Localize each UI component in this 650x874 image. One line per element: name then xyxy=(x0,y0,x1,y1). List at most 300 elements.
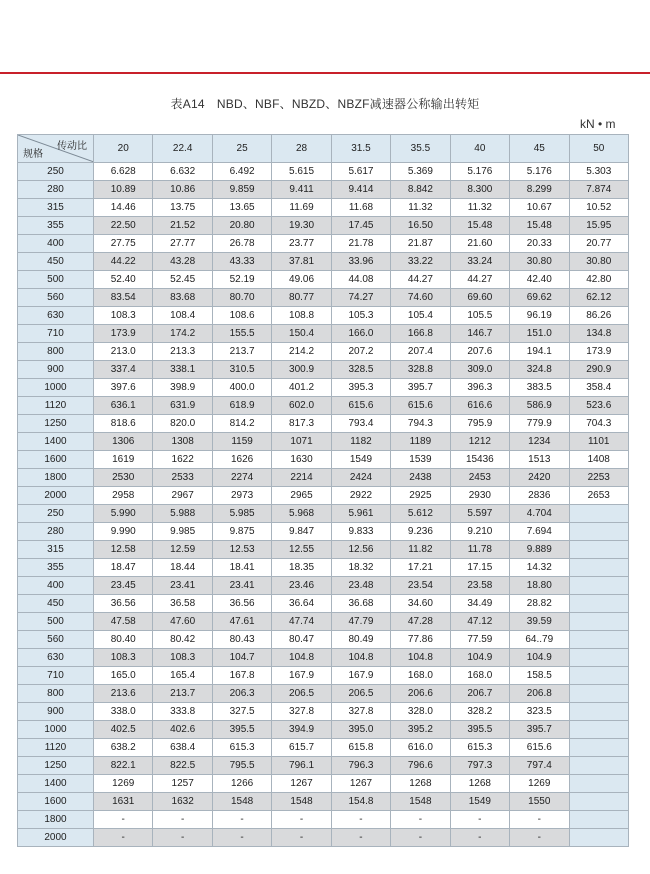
torque-value-cell: 104.9 xyxy=(510,649,569,667)
torque-value-cell: 42.80 xyxy=(569,271,629,289)
torque-value-cell: 43.33 xyxy=(212,253,271,271)
table-row xyxy=(18,163,629,181)
table-row xyxy=(18,775,629,793)
torque-value-cell: 11.32 xyxy=(391,199,450,217)
torque-value-cell: 30.80 xyxy=(569,253,629,271)
torque-value-cell: 5.176 xyxy=(450,163,509,181)
size-cell: 250 xyxy=(18,163,94,181)
torque-value-cell: 2836 xyxy=(510,487,569,505)
torque-value-cell: 213.7 xyxy=(212,343,271,361)
size-cell: 1800 xyxy=(18,469,94,487)
torque-value-cell: 401.2 xyxy=(272,379,331,397)
torque-value-cell: 21.87 xyxy=(391,235,450,253)
torque-value-cell: 10.86 xyxy=(153,181,212,199)
torque-value-cell: 818.6 xyxy=(94,415,153,433)
torque-value-cell: 795.5 xyxy=(212,757,271,775)
torque-value-cell xyxy=(569,703,629,721)
torque-value-cell: 395.3 xyxy=(331,379,390,397)
torque-value-cell: 1159 xyxy=(212,433,271,451)
size-cell: 900 xyxy=(18,361,94,379)
torque-value-cell: 1549 xyxy=(331,451,390,469)
torque-value-cell: 616.0 xyxy=(391,739,450,757)
table-row xyxy=(18,217,629,235)
torque-value-cell: 395.5 xyxy=(212,721,271,739)
torque-value-cell: 333.8 xyxy=(153,703,212,721)
torque-value-cell: 21.52 xyxy=(153,217,212,235)
table-row xyxy=(18,397,629,415)
torque-value-cell: 8.300 xyxy=(450,181,509,199)
size-cell: 1600 xyxy=(18,793,94,811)
torque-value-cell: 49.06 xyxy=(272,271,331,289)
torque-value-cell xyxy=(569,595,629,613)
torque-value-cell: 1267 xyxy=(272,775,331,793)
torque-value-cell: 337.4 xyxy=(94,361,153,379)
torque-value-cell xyxy=(569,757,629,775)
torque-value-cell: 795.9 xyxy=(450,415,509,433)
torque-value-cell: 207.6 xyxy=(450,343,509,361)
torque-value-cell: 1071 xyxy=(272,433,331,451)
torque-value-cell: 9.411 xyxy=(272,181,331,199)
torque-value-cell: 64..79 xyxy=(510,631,569,649)
torque-table xyxy=(17,134,629,847)
ratio-header: 40 xyxy=(450,135,509,163)
torque-value-cell: 400.0 xyxy=(212,379,271,397)
torque-value-cell: 213.0 xyxy=(94,343,153,361)
torque-value-cell: - xyxy=(272,811,331,829)
torque-value-cell: 21.78 xyxy=(331,235,390,253)
table-row xyxy=(18,541,629,559)
table-row xyxy=(18,469,629,487)
torque-value-cell: - xyxy=(94,811,153,829)
torque-value-cell: 358.4 xyxy=(569,379,629,397)
torque-value-cell: 1269 xyxy=(510,775,569,793)
torque-value-cell: 206.5 xyxy=(331,685,390,703)
torque-value-cell: 300.9 xyxy=(272,361,331,379)
torque-value-cell: 817.3 xyxy=(272,415,331,433)
torque-value-cell: 47.12 xyxy=(450,613,509,631)
torque-value-cell: 19.30 xyxy=(272,217,331,235)
torque-value-cell: 324.8 xyxy=(510,361,569,379)
torque-value-cell: 1182 xyxy=(331,433,390,451)
ratio-header: 28 xyxy=(272,135,331,163)
torque-value-cell: 615.7 xyxy=(272,739,331,757)
torque-value-cell: 523.6 xyxy=(569,397,629,415)
torque-value-cell: 17.15 xyxy=(450,559,509,577)
torque-value-cell: 5.617 xyxy=(331,163,390,181)
torque-value-cell: 1408 xyxy=(569,451,629,469)
torque-value-cell: 5.369 xyxy=(391,163,450,181)
table-row xyxy=(18,793,629,811)
torque-value-cell: - xyxy=(450,829,509,847)
unit-label: kN • m xyxy=(580,117,616,131)
torque-value-cell: 793.4 xyxy=(331,415,390,433)
torque-value-cell: 631.9 xyxy=(153,397,212,415)
torque-value-cell: 2274 xyxy=(212,469,271,487)
torque-value-cell: 5.968 xyxy=(272,505,331,523)
torque-value-cell: 327.5 xyxy=(212,703,271,721)
torque-value-cell: 36.56 xyxy=(212,595,271,613)
torque-value-cell: 395.2 xyxy=(391,721,450,739)
table-title: 表A14 NBD、NBF、NBZD、NBZF减速器公称输出转矩 xyxy=(170,97,480,111)
torque-value-cell xyxy=(569,667,629,685)
torque-value-cell: 615.6 xyxy=(331,397,390,415)
table-row xyxy=(18,739,629,757)
torque-value-cell: - xyxy=(450,811,509,829)
torque-value-cell: 206.7 xyxy=(450,685,509,703)
torque-value-cell: - xyxy=(331,829,390,847)
torque-value-cell: 18.41 xyxy=(212,559,271,577)
torque-value-cell: 104.9 xyxy=(450,649,509,667)
torque-value-cell: 2967 xyxy=(153,487,212,505)
size-cell: 1800 xyxy=(18,811,94,829)
torque-value-cell: 2653 xyxy=(569,487,629,505)
torque-value-cell: 636.1 xyxy=(94,397,153,415)
torque-value-cell: 108.3 xyxy=(94,307,153,325)
torque-value-cell: 8.842 xyxy=(391,181,450,199)
torque-value-cell: 2530 xyxy=(94,469,153,487)
torque-value-cell: - xyxy=(510,829,569,847)
torque-value-cell: 158.5 xyxy=(510,667,569,685)
torque-value-cell: 327.8 xyxy=(331,703,390,721)
size-cell: 900 xyxy=(18,703,94,721)
torque-value-cell: 1101 xyxy=(569,433,629,451)
torque-value-cell: 397.6 xyxy=(94,379,153,397)
torque-value-cell: 105.5 xyxy=(450,307,509,325)
torque-value-cell: 615.6 xyxy=(391,397,450,415)
torque-value-cell: 213.7 xyxy=(153,685,212,703)
torque-value-cell: 146.7 xyxy=(450,325,509,343)
size-cell: 1250 xyxy=(18,415,94,433)
torque-value-cell: 1513 xyxy=(510,451,569,469)
torque-value-cell: 5.597 xyxy=(450,505,509,523)
torque-value-cell: 2453 xyxy=(450,469,509,487)
torque-value-cell: 2253 xyxy=(569,469,629,487)
torque-value-cell: 7.874 xyxy=(569,181,629,199)
torque-value-cell: 615.3 xyxy=(212,739,271,757)
torque-value-cell: 338.0 xyxy=(94,703,153,721)
size-cell: 2000 xyxy=(18,487,94,505)
torque-value-cell: 80.43 xyxy=(212,631,271,649)
torque-value-cell: 34.49 xyxy=(450,595,509,613)
torque-value-cell: 74.60 xyxy=(391,289,450,307)
torque-value-cell: 10.52 xyxy=(569,199,629,217)
torque-value-cell: 44.27 xyxy=(450,271,509,289)
torque-value-cell: 820.0 xyxy=(153,415,212,433)
torque-value-cell: 28.82 xyxy=(510,595,569,613)
torque-value-cell: 5.961 xyxy=(331,505,390,523)
size-cell: 500 xyxy=(18,613,94,631)
torque-value-cell: 18.32 xyxy=(331,559,390,577)
size-cell: 2000 xyxy=(18,829,94,847)
ratio-header: 20 xyxy=(94,135,153,163)
torque-value-cell: 638.2 xyxy=(94,739,153,757)
size-cell: 280 xyxy=(18,181,94,199)
torque-value-cell: 23.41 xyxy=(212,577,271,595)
torque-value-cell: 134.8 xyxy=(569,325,629,343)
torque-value-cell: 83.54 xyxy=(94,289,153,307)
torque-value-cell: 1189 xyxy=(391,433,450,451)
torque-value-cell: 166.0 xyxy=(331,325,390,343)
size-cell: 1120 xyxy=(18,397,94,415)
torque-value-cell: 77.86 xyxy=(391,631,450,649)
torque-value-cell: 20.33 xyxy=(510,235,569,253)
table-row xyxy=(18,703,629,721)
table-row xyxy=(18,199,629,217)
size-cell: 500 xyxy=(18,271,94,289)
torque-value-cell: 36.68 xyxy=(331,595,390,613)
torque-value-cell: 1631 xyxy=(94,793,153,811)
torque-value-cell: 44.08 xyxy=(331,271,390,289)
torque-value-cell: 30.80 xyxy=(510,253,569,271)
torque-value-cell: 74.27 xyxy=(331,289,390,307)
torque-value-cell: 1548 xyxy=(212,793,271,811)
torque-value-cell: 779.9 xyxy=(510,415,569,433)
torque-value-cell: 206.8 xyxy=(510,685,569,703)
torque-value-cell: 108.4 xyxy=(153,307,212,325)
torque-value-cell: 108.8 xyxy=(272,307,331,325)
torque-value-cell: 27.75 xyxy=(94,235,153,253)
torque-value-cell: 104.8 xyxy=(391,649,450,667)
ratio-header: 50 xyxy=(569,135,629,163)
table-row xyxy=(18,829,629,847)
torque-value-cell: 1539 xyxy=(391,451,450,469)
torque-value-cell: 9.236 xyxy=(391,523,450,541)
torque-value-cell: 168.0 xyxy=(450,667,509,685)
torque-value-cell: 20.77 xyxy=(569,235,629,253)
torque-value-cell: 173.9 xyxy=(94,325,153,343)
torque-value-cell: 9.833 xyxy=(331,523,390,541)
torque-value-cell: 77.59 xyxy=(450,631,509,649)
torque-value-cell: 395.7 xyxy=(391,379,450,397)
torque-value-cell: 15436 xyxy=(450,451,509,469)
torque-value-cell: 20.80 xyxy=(212,217,271,235)
torque-value-cell: 12.55 xyxy=(272,541,331,559)
torque-value-cell: 17.21 xyxy=(391,559,450,577)
torque-value-cell: 1630 xyxy=(272,451,331,469)
torque-value-cell: 52.40 xyxy=(94,271,153,289)
size-cell: 400 xyxy=(18,235,94,253)
torque-value-cell: 80.77 xyxy=(272,289,331,307)
ratio-header: 31.5 xyxy=(331,135,390,163)
torque-value-cell: 5.615 xyxy=(272,163,331,181)
torque-value-cell: 6.632 xyxy=(153,163,212,181)
torque-value-cell: 11.32 xyxy=(450,199,509,217)
torque-value-cell: 794.3 xyxy=(391,415,450,433)
header-row xyxy=(18,135,629,163)
table-row xyxy=(18,667,629,685)
torque-value-cell xyxy=(569,775,629,793)
torque-value-cell: 12.58 xyxy=(94,541,153,559)
torque-value-cell: 12.53 xyxy=(212,541,271,559)
torque-value-cell: 167.9 xyxy=(331,667,390,685)
torque-value-cell: 395.7 xyxy=(510,721,569,739)
torque-value-cell: 155.5 xyxy=(212,325,271,343)
torque-value-cell: 9.414 xyxy=(331,181,390,199)
torque-value-cell: 2958 xyxy=(94,487,153,505)
torque-value-cell: 80.47 xyxy=(272,631,331,649)
size-cell: 1000 xyxy=(18,721,94,739)
torque-value-cell: 69.60 xyxy=(450,289,509,307)
torque-value-cell: 7.694 xyxy=(510,523,569,541)
torque-value-cell: 206.5 xyxy=(272,685,331,703)
table-body xyxy=(18,163,629,847)
torque-value-cell: - xyxy=(391,829,450,847)
torque-value-cell: 1269 xyxy=(94,775,153,793)
torque-value-cell: 33.96 xyxy=(331,253,390,271)
torque-value-cell: 814.2 xyxy=(212,415,271,433)
torque-value-cell: 80.42 xyxy=(153,631,212,649)
torque-value-cell: 23.77 xyxy=(272,235,331,253)
torque-value-cell xyxy=(569,721,629,739)
table-row xyxy=(18,415,629,433)
torque-value-cell: 167.9 xyxy=(272,667,331,685)
size-cell: 800 xyxy=(18,685,94,703)
torque-value-cell: 206.6 xyxy=(391,685,450,703)
torque-value-cell: 21.60 xyxy=(450,235,509,253)
torque-value-cell: 797.4 xyxy=(510,757,569,775)
size-cell: 1400 xyxy=(18,433,94,451)
torque-value-cell: 165.0 xyxy=(94,667,153,685)
torque-value-cell xyxy=(569,811,629,829)
table-row xyxy=(18,379,629,397)
table-row xyxy=(18,613,629,631)
torque-value-cell: 165.4 xyxy=(153,667,212,685)
torque-value-cell: 23.58 xyxy=(450,577,509,595)
torque-value-cell xyxy=(569,631,629,649)
size-cell: 450 xyxy=(18,595,94,613)
torque-value-cell: 47.79 xyxy=(331,613,390,631)
torque-value-cell: 80.49 xyxy=(331,631,390,649)
torque-value-cell: 9.210 xyxy=(450,523,509,541)
torque-value-cell: 5.612 xyxy=(391,505,450,523)
torque-value-cell: 796.3 xyxy=(331,757,390,775)
torque-value-cell: 37.81 xyxy=(272,253,331,271)
torque-value-cell: 52.19 xyxy=(212,271,271,289)
size-cell: 1400 xyxy=(18,775,94,793)
torque-value-cell: 328.2 xyxy=(450,703,509,721)
torque-value-cell: 47.61 xyxy=(212,613,271,631)
torque-value-cell: 206.3 xyxy=(212,685,271,703)
size-cell: 630 xyxy=(18,649,94,667)
torque-value-cell: 2930 xyxy=(450,487,509,505)
torque-value-cell: - xyxy=(212,811,271,829)
torque-value-cell: 173.9 xyxy=(569,343,629,361)
torque-value-cell xyxy=(569,505,629,523)
torque-value-cell: 796.1 xyxy=(272,757,331,775)
torque-value-cell: 23.41 xyxy=(153,577,212,595)
torque-value-cell: 47.28 xyxy=(391,613,450,631)
torque-value-cell: 36.64 xyxy=(272,595,331,613)
size-cell: 315 xyxy=(18,541,94,559)
torque-value-cell: 18.35 xyxy=(272,559,331,577)
torque-value-cell: 23.45 xyxy=(94,577,153,595)
ratio-header: 25 xyxy=(212,135,271,163)
torque-value-cell: 15.95 xyxy=(569,217,629,235)
torque-value-cell: 86.26 xyxy=(569,307,629,325)
torque-value-cell xyxy=(569,523,629,541)
torque-value-cell: 395.5 xyxy=(450,721,509,739)
torque-value-cell: 8.299 xyxy=(510,181,569,199)
torque-value-cell: 586.9 xyxy=(510,397,569,415)
torque-value-cell: 1267 xyxy=(331,775,390,793)
torque-value-cell: 15.48 xyxy=(510,217,569,235)
table-row xyxy=(18,721,629,739)
size-cell: 1120 xyxy=(18,739,94,757)
torque-value-cell: - xyxy=(153,811,212,829)
table-row xyxy=(18,559,629,577)
torque-value-cell: 328.8 xyxy=(391,361,450,379)
table-row xyxy=(18,361,629,379)
ratio-header: 35.5 xyxy=(391,135,450,163)
torque-value-cell: 396.3 xyxy=(450,379,509,397)
torque-value-cell: 214.2 xyxy=(272,343,331,361)
torque-value-cell: 395.0 xyxy=(331,721,390,739)
torque-value-cell: 47.58 xyxy=(94,613,153,631)
torque-value-cell: 383.5 xyxy=(510,379,569,397)
torque-value-cell: 104.8 xyxy=(331,649,390,667)
torque-value-cell: - xyxy=(94,829,153,847)
torque-value-cell: 704.3 xyxy=(569,415,629,433)
torque-value-cell: 1626 xyxy=(212,451,271,469)
torque-value-cell: 11.82 xyxy=(391,541,450,559)
torque-value-cell: - xyxy=(212,829,271,847)
torque-value-cell: 616.6 xyxy=(450,397,509,415)
torque-value-cell: 5.988 xyxy=(153,505,212,523)
torque-value-cell: 168.0 xyxy=(391,667,450,685)
torque-value-cell: 1212 xyxy=(450,433,509,451)
torque-value-cell: 18.47 xyxy=(94,559,153,577)
torque-value-cell: 150.4 xyxy=(272,325,331,343)
torque-value-cell: 10.89 xyxy=(94,181,153,199)
table-row xyxy=(18,343,629,361)
size-cell: 400 xyxy=(18,577,94,595)
torque-value-cell: 16.50 xyxy=(391,217,450,235)
torque-value-cell: 47.74 xyxy=(272,613,331,631)
torque-value-cell: 23.54 xyxy=(391,577,450,595)
torque-value-cell xyxy=(569,793,629,811)
size-cell: 560 xyxy=(18,289,94,307)
torque-value-cell: 5.303 xyxy=(569,163,629,181)
torque-value-cell: 27.77 xyxy=(153,235,212,253)
torque-value-cell: 1268 xyxy=(391,775,450,793)
torque-value-cell: 1306 xyxy=(94,433,153,451)
table-row xyxy=(18,649,629,667)
torque-value-cell: 166.8 xyxy=(391,325,450,343)
table-row xyxy=(18,811,629,829)
torque-value-cell: 310.5 xyxy=(212,361,271,379)
torque-value-cell: 394.9 xyxy=(272,721,331,739)
torque-value-cell: 42.40 xyxy=(510,271,569,289)
size-cell: 1600 xyxy=(18,451,94,469)
torque-value-cell: 1632 xyxy=(153,793,212,811)
torque-value-cell: 2965 xyxy=(272,487,331,505)
torque-value-cell: 1266 xyxy=(212,775,271,793)
table-row xyxy=(18,181,629,199)
torque-value-cell: 2420 xyxy=(510,469,569,487)
torque-value-cell: 2973 xyxy=(212,487,271,505)
torque-value-cell: 33.24 xyxy=(450,253,509,271)
torque-value-cell xyxy=(569,559,629,577)
table-row xyxy=(18,577,629,595)
torque-value-cell: 2533 xyxy=(153,469,212,487)
torque-value-cell: 402.6 xyxy=(153,721,212,739)
torque-value-cell: 39.59 xyxy=(510,613,569,631)
torque-value-cell: 52.45 xyxy=(153,271,212,289)
torque-value-cell: 17.45 xyxy=(331,217,390,235)
size-header-label: 规格 xyxy=(23,149,43,160)
torque-value-cell: 2922 xyxy=(331,487,390,505)
table-row xyxy=(18,631,629,649)
